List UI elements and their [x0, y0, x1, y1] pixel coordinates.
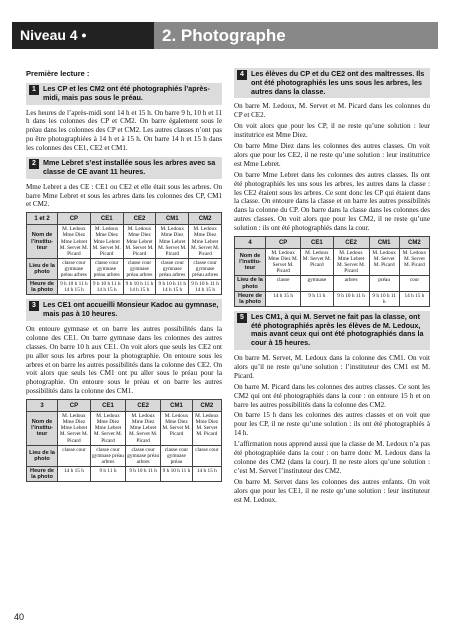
- table-corner: 3: [27, 400, 58, 412]
- table-row: [27, 280, 222, 295]
- page-title: 2. Photographe: [154, 22, 438, 49]
- col-header: CE1: [90, 400, 125, 412]
- table-row: [235, 291, 430, 306]
- explanation-5b: On barre M. Picard dans les colonnes des autres classes. Ce sont les CM2 qui ont été photographiés dans la cour : on entoure 15 h et on barre les autres possibilités dans la colonne des CM2.: [234, 382, 430, 409]
- explanation-4c: On barre Mme Diez dans les colonnes des autres classes. On voit alors que pour les CE2, il ne reste qu’une solution : leur institutrice est Mme Lebret.: [234, 142, 430, 168]
- table-cell: M. Ledoux Mme Diez Mme Lebret M. Servet M. Picard: [123, 225, 156, 258]
- table-cell: classe cour: [192, 445, 221, 466]
- table-cell: 9 h 10 h 11 h: [161, 466, 193, 481]
- explanation-1: Les heures de l’après-midi sont 14 h et 15 h. On barre 9 h, 10 h et 11 h dans les colonnes des CP et CM2. On barre également sous le préau dans les colonnes des CP et CM2. Les autres classes n’ont pas pu être photographiées à 14 h et à 15 h. On barre 14 h et 15 h dans les colonnes des CE1, CE2 et CM1.: [26, 108, 222, 153]
- table-cell: 9 h 10 h 11 h 14 h 15 h: [189, 280, 222, 295]
- explanation-4d: On barre Mme Lebret dans les colonnes des autres classes. Ils ont été photographiés les uns sous les arbres, les autres dans la classe : les CE2 étaient sous les arbres. Ce sont donc les CP qui étaient dans la classe. On entoure dans la classe et on barre les autres possibilités dans la colonne du CP. On barre dans la classe dans les colonnes des autres classes. On voit alors que pour les CM2, il ne reste qu’une solution : ils ont été photographiés dans la cour.: [234, 170, 430, 233]
- col-header: CE2: [126, 400, 161, 412]
- statement-text: Les élèves du CP et du CE2 ont des maîtresses. Ils ont été photographiés les uns sous les arbres, les autres dans la classe.: [251, 69, 425, 96]
- table-cell: 9 h 10 h 11 h 14 h 15 h: [90, 280, 123, 295]
- table-cell: classe cour gymnase préau arbres: [58, 258, 91, 279]
- statement-number: 5: [237, 313, 247, 323]
- table-cell: M. Ledoux M. Servet M. Picard: [399, 249, 429, 276]
- col-header: CP: [266, 237, 301, 249]
- table-cell: classe cour gymnase préau: [161, 445, 193, 466]
- statement-text: Mme Lebret s’est installée sous les arbres avec sa classe de CE avant 11 heures.: [43, 158, 216, 176]
- table-cell: 9 h 10 h 11 h 14 h 15 h: [123, 280, 156, 295]
- statement-2: [26, 157, 222, 179]
- explanation-5d: L’affirmation nous apprend aussi que la classe de M. Ledoux n’a pas été photographiée dans la cour : on barre donc M. Ledoux dans la colonne des CM2 (dans la cour). Il ne reste alors qu’une solution : c’est M. Servet l’instituteur des CM2.: [234, 440, 430, 475]
- statement-text: Les CP et les CM2 ont été photographiés l’après-midi, mais pas sous le préau.: [43, 83, 210, 102]
- statement-1: [26, 83, 222, 105]
- row-header: Lieu de la photo: [27, 445, 58, 466]
- table-cell: 9 h 10 h 11 h 14 h 15 h: [156, 280, 189, 295]
- explanation-4a: On barre M. Ledoux, M. Servet et M. Picard dans les colonnes du CP et CE2.: [234, 102, 430, 120]
- statement-text: Les CM1, à qui M. Servet ne fait pas la classe, ont été photographiés après les élèves de M. Ledoux, mais avant ceux qui ont été photographiés dans la cour à 15 heures.: [251, 311, 424, 348]
- table-row: [27, 466, 222, 481]
- table-cell: 9 h 10 h 11 h: [369, 291, 399, 306]
- statement-4: [234, 68, 430, 98]
- level-label: Niveau 4 • correction: [12, 22, 154, 49]
- row-header: Lieu de la photo: [235, 276, 266, 291]
- table-cell: classe cour gymnase préau arbres: [123, 258, 156, 279]
- table-cell: préau: [369, 276, 399, 291]
- table-row: [27, 258, 222, 279]
- table-cell: 9 h 10 h 11 h: [333, 291, 369, 306]
- table-cell: classe cour: [58, 445, 91, 466]
- col-header: CM1: [156, 213, 189, 225]
- table-cell: M. Ledoux Mme Diez Mme Lebret M. Servet M. Picard: [126, 412, 161, 445]
- row-header: Heure de la photo: [27, 466, 58, 481]
- statement-number: 4: [237, 70, 247, 80]
- table-cell: 14 h 15 h: [266, 291, 301, 306]
- table-cell: classe cour gymnase préau arbres: [127, 446, 160, 465]
- table-cell: M. Ledoux Mme Diez M. Servet M. Picard: [266, 249, 301, 276]
- grid-table-3: [26, 399, 222, 482]
- table-cell: classe: [266, 276, 301, 291]
- statement-number: 2: [29, 159, 39, 169]
- col-header: CE2: [123, 213, 156, 225]
- table-cell: M. Ledoux Mme Diez Mme Lebret M. Servet M. Picard: [58, 412, 91, 445]
- table-cell: 9 h 10 h 11 h 14 h 15 h: [58, 280, 91, 295]
- explanation-3: On entoure gymnase et on barre les autres possibilités dans la colonne des CE1. On barre gymnase dans les colonnes des autres classes. On barre 10 h aux CE1. On voit alors que seuls les CE2 ont pu aller sous les arbres pour la photographie. On entoure sous les arbres et on barre les autres possibilités dans la colonne des CE2. On voit alors que seuls les CM1 ont pu aller sous le préau pour la photographie. On entoure sous le préau et on barre les autres possibilités dans la colonne des CM1.: [26, 324, 222, 396]
- table-row: [235, 276, 430, 291]
- table-cell: M. Ledoux Mme Diez M. Servet M. Picard: [192, 412, 221, 445]
- row-header: Nom de l’institu-teur: [27, 225, 58, 258]
- first-reading-heading: Première lecture :: [26, 69, 90, 78]
- table-cell: M. Ledoux M. Servet M. Picard: [369, 249, 399, 276]
- grid-table-1: [26, 212, 222, 295]
- col-header: CP: [58, 213, 91, 225]
- explanation-4b: On voit alors que pour les CP, il ne reste qu’une solution : leur institutrice est Mme Diez.: [234, 122, 430, 140]
- left-column: [26, 60, 222, 486]
- explanation-5a: On barre M. Servet, M. Ledoux dans la colonne des CM1. On voit alors qu’il ne reste qu’une solution : l’instituteur des CM1 est M. Picard.: [234, 354, 430, 380]
- col-header: CE1: [301, 237, 333, 249]
- table-cell: M. Ledoux M. Servet M. Picard: [301, 249, 333, 276]
- col-header: CM2: [192, 400, 221, 412]
- table-cell: 9 h 10 h 11 h: [126, 466, 161, 481]
- table-cell: M. Ledoux Mme Diez Mme Lebret M. Servet M. Picard: [189, 225, 222, 258]
- table-row: [27, 225, 222, 258]
- table-cell: 14 h 15 h: [192, 466, 221, 481]
- page-header: [12, 22, 438, 70]
- table-cell: arbres: [333, 276, 369, 291]
- table-cell: M. Ledoux Mme Diez Mme Lebret M. Servet M. Picard: [90, 412, 125, 445]
- right-column: [234, 60, 430, 507]
- table-cell: classe cour gymnase préau arbres: [189, 258, 222, 279]
- table-row: [27, 445, 222, 466]
- table-cell: M. Ledoux Mme Diez Mme Lebret M. Servet M. Picard: [58, 225, 91, 258]
- table-cell: gymnase: [301, 276, 333, 291]
- row-header: Heure de la photo: [235, 291, 266, 306]
- table-corner: 1 et 2: [27, 213, 58, 225]
- statement-3: [26, 299, 222, 321]
- table-cell: classe cour gymnase préau arbres: [156, 258, 189, 279]
- table-cell: 14 h 15 h: [58, 466, 91, 481]
- row-header: Nom de l’institu-teur: [27, 412, 58, 445]
- table-cell: 9 h 11 h: [301, 291, 333, 306]
- row-header: Heure de la photo: [27, 280, 58, 295]
- statement-text: Les CE1 ont accueilli Monsieur Kadoc au gymnase, mais pas à 10 heures.: [43, 300, 219, 319]
- table-cell: M. Ledoux Mme Diez M. Servet M. Picard: [161, 412, 193, 445]
- table-cell: M. Ledoux Mme Diez Mme Lebret M. Servet M. Picard: [90, 225, 123, 258]
- table-cell: M. Ledoux Mme Diez Mme Lebret M. Servet M. Picard: [156, 225, 189, 258]
- statement-number: 3: [29, 301, 39, 311]
- table-row: [235, 249, 430, 276]
- table-cell: M. Ledoux Mme Lebret M. Servet M. Picard: [333, 249, 369, 276]
- row-header: Lieu de la photo: [27, 258, 58, 279]
- col-header: CP: [58, 400, 91, 412]
- table-corner: 4: [235, 237, 266, 249]
- statement-5: [234, 311, 430, 350]
- table-cell: cour: [399, 276, 429, 291]
- col-header: CE2: [333, 237, 369, 249]
- col-header: CM2: [189, 213, 222, 225]
- explanation-5c: On barre 15 h dans les colonnes des autres classes et on voit que pour les CP, il ne reste qu’une solution : ils ont été photographiés à 14 h.: [234, 411, 430, 438]
- col-header: CM1: [369, 237, 399, 249]
- table-cell: classe cour gymnase préau arbres: [92, 446, 124, 465]
- explanation-5e: On barre M. Servet dans les colonnes des autres enfants. On voit alors que pour les CE1, il ne reste qu’une solution : leur instituteur est M. Ledoux.: [234, 477, 430, 504]
- row-header: Nom de l’institu-teur: [235, 249, 266, 276]
- grid-table-4: [234, 236, 430, 307]
- col-header: CM2: [399, 237, 429, 249]
- table-cell: classe cour gymnase préau arbres: [90, 258, 123, 279]
- statement-number: 1: [29, 85, 39, 95]
- col-header: CM1: [161, 400, 193, 412]
- col-header: CE1: [90, 213, 123, 225]
- table-row: [27, 412, 222, 445]
- table-cell: 14 h 15 h: [399, 291, 429, 306]
- page-number: 40: [14, 612, 25, 622]
- table-cell: 9 h 11 h: [90, 466, 125, 481]
- explanation-2: Mme Lebret a des CE : CE1 ou CE2 et elle était sous les arbres. On barre Mme Lebret et sous les arbres dans les colonnes des CP, CM1 et CM2.: [26, 182, 222, 209]
